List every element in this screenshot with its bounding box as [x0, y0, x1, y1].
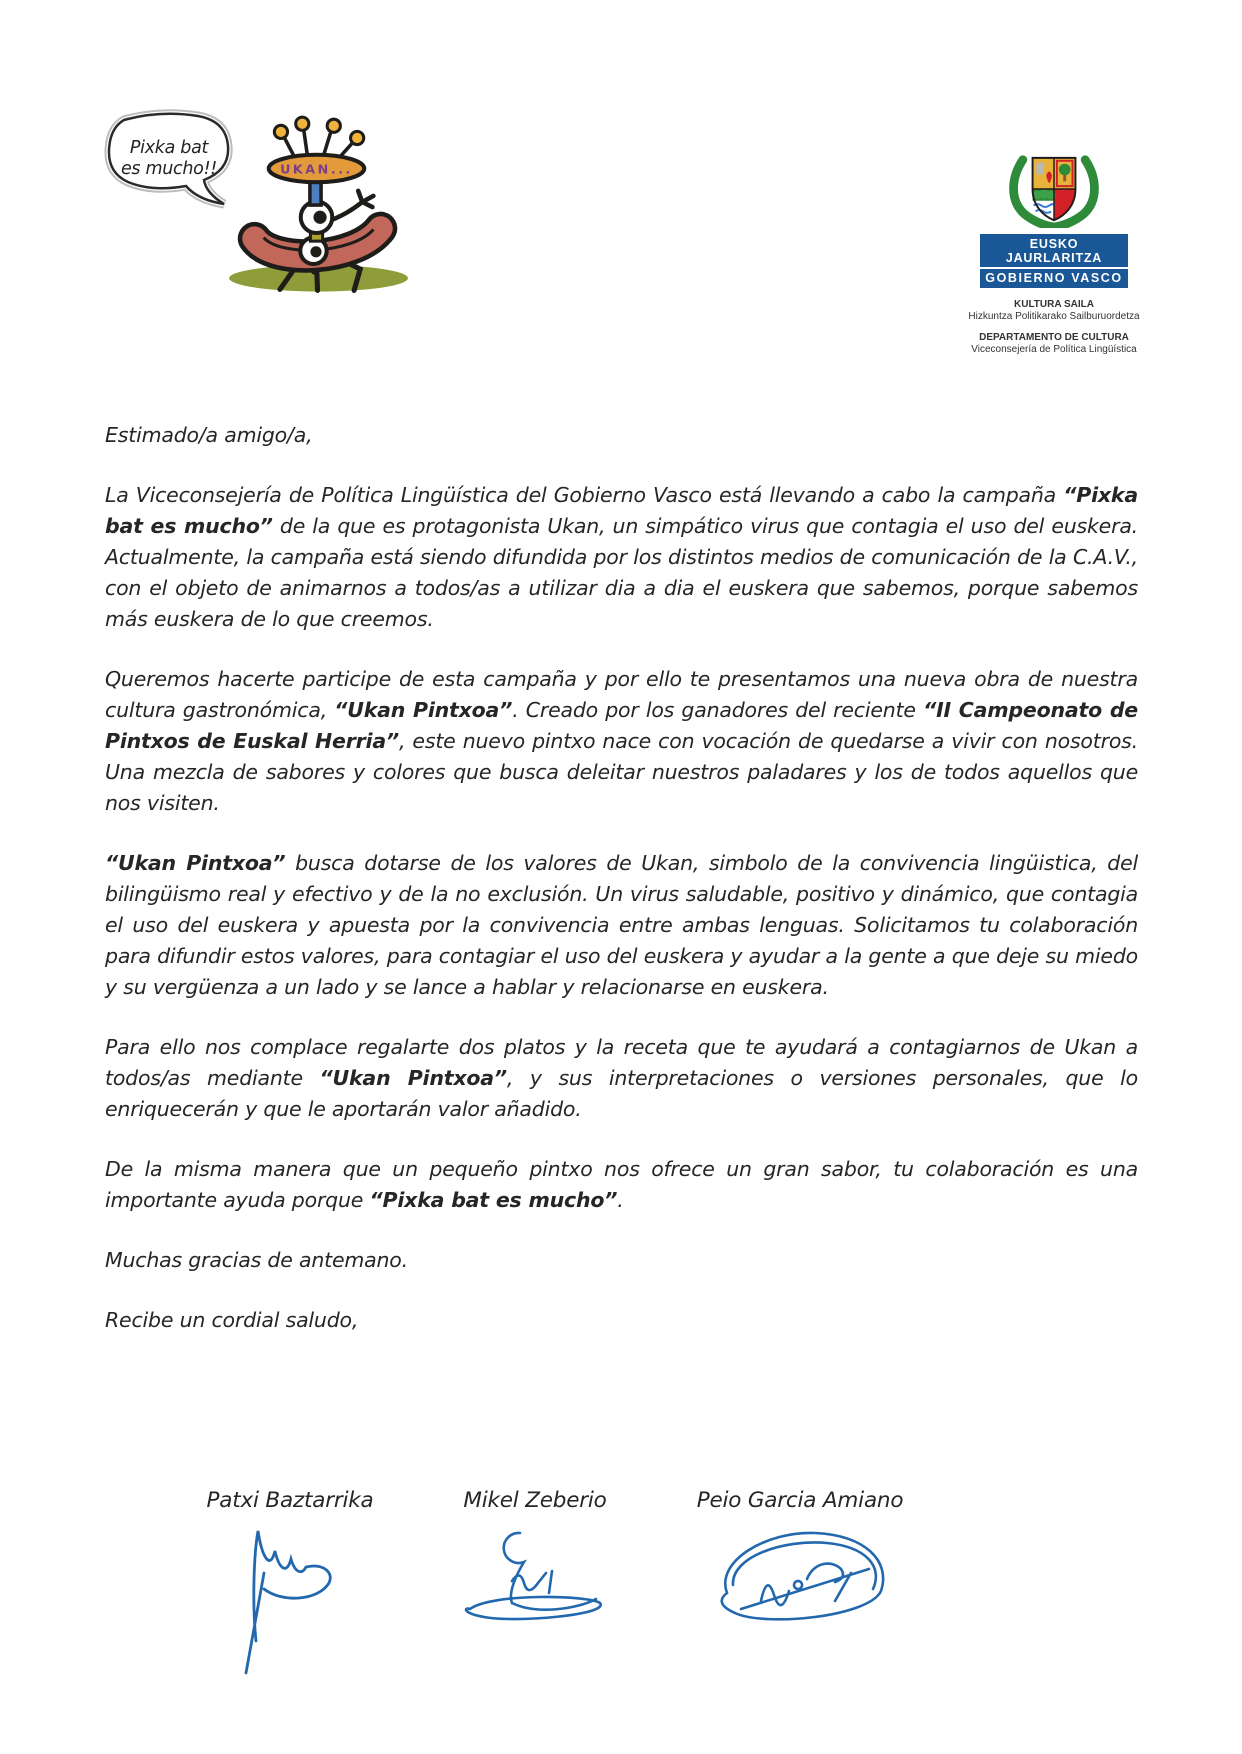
ukan-label: UKAN...	[280, 161, 353, 177]
government-name-es: GOBIERNO VASCO	[985, 271, 1123, 285]
coat-of-arms-icon	[1004, 152, 1104, 232]
letter-paragraph: De la misma manera que un pequeño pintxo nos ofrece un gran sabor, tu colaboración es una importante ayuda porque “Pixka bat es mucho”.	[105, 1157, 1138, 1212]
letter-body	[105, 420, 1138, 1365]
letter-paragraph: Para ello nos complace regalarte dos platos y la receta que te ayudará a contagiarnos de Ukan a todos/as mediante “Ukan Pintxoa”, y sus interpretaciones o versiones personales, que lo enriquecerán y que le aportarán valor añadido.	[105, 1035, 1138, 1121]
thanks-line: Muchas gracias de antemano.	[105, 1248, 408, 1272]
signatory-name: Mikel Zeberio	[463, 1488, 607, 1513]
greeting: Estimado/a amigo/a,	[105, 423, 313, 447]
department-title-eu: KULTURA SAILA	[1014, 299, 1094, 310]
government-name-eu: EUSKO JAURLARITZA	[1005, 237, 1103, 265]
lower-pupil	[310, 246, 321, 257]
bubble-text	[110, 138, 228, 180]
signatory-peio	[658, 1488, 942, 1628]
letter-paragraph: Queremos hacerte participe de esta campaña y por ello te presentamos una nueva obra de nuestra cultura gastronómica, “Ukan Pintxoa”. Creado por los ganadores del reciente “II Campeonato de Pintxos de Euskal Herria”, este nuevo pintxo nace con vocación de quedarse a vivir con nosotros. Una mezcla de sabores y colores que busca deleitar nuestros paladares y los de todos aquellos que nos visiten.	[105, 667, 1138, 815]
farewell-line: Recibe un cordial saludo,	[105, 1308, 359, 1332]
basque-government-logo	[944, 152, 1164, 356]
ukan-character-icon	[222, 108, 410, 294]
signature-mikel-icon	[448, 1523, 623, 1623]
department-sub-eu: Hizkuntza Politikarako Sailburuordetza	[968, 311, 1140, 322]
bubble-text-line1: Pixka bat	[129, 138, 209, 158]
blue-neck	[310, 181, 321, 205]
department-block	[944, 299, 1164, 356]
signature-peio-icon	[703, 1523, 898, 1628]
department-sub-es: Viceconsejería de Política Lingüística	[971, 344, 1137, 355]
letter-paragraph: La Viceconsejería de Política Lingüística del Gobierno Vasco está llevando a cabo la campaña “Pixka bat es mucho” de la que es protagonista Ukan, un simpático virus que contagia el uso del euskera. Actualmente, la campaña está siendo difundida por los distintos medios de comunicación de la C.A.V., con el objeto de animarnos a todos/as a utilizar dia a dia el euskera que sabemos, porque sabemos más euskera de lo que creemos.	[105, 483, 1138, 631]
signature-patxi-icon	[230, 1523, 350, 1678]
government-banner	[980, 234, 1128, 288]
bubble-text-line2: es mucho!!	[120, 159, 218, 179]
signatory-name: Peio Garcia Amiano	[696, 1488, 904, 1513]
ukan-mascot	[222, 108, 410, 294]
letter-paragraph: “Ukan Pintxoa” busca dotarse de los valores de Ukan, simbolo de la convivencia lingüistica, del bilingüismo real y efectivo y de la no exclusión. Un virus saludable, positivo y dinámico, que contagia el uso del euskera y apuesta por la convivencia entre ambas lenguas. Solicitamos tu colaboración para difundir estos valores, para contagiar el uso del euskera y ayudar a la gente a que deje su miedo y su vergüenza a un lado y se lance a hablar y relacionarse en euskera.	[105, 851, 1138, 999]
department-title-es: DEPARTAMENTO DE CULTURA	[979, 332, 1129, 343]
signatory-patxi	[168, 1488, 412, 1678]
upper-pupil	[313, 211, 326, 224]
letter-paragraphs	[105, 480, 1138, 1216]
shield	[1033, 158, 1076, 220]
coat-of-arms-svg	[1004, 152, 1104, 228]
signatory-mikel	[424, 1488, 646, 1623]
signatory-name: Patxi Baztarrika	[206, 1488, 374, 1513]
